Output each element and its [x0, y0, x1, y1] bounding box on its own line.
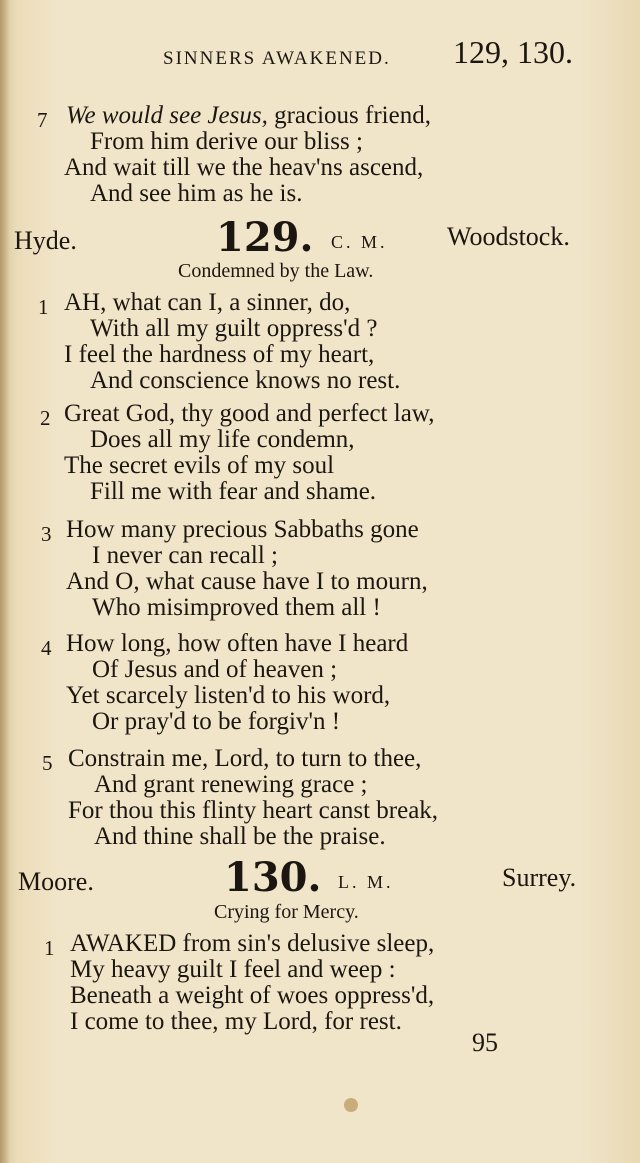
- verse-line: How long, how often have I heard: [66, 630, 409, 657]
- tune-name-right: Surrey.: [502, 863, 577, 892]
- verse-line: And thine shall be the praise.: [94, 823, 386, 850]
- verse-line: The secret evils of my soul: [64, 452, 335, 479]
- verse-line: Beneath a weight of woes oppress'd,: [70, 982, 435, 1009]
- running-header-numbers: 129, 130.: [453, 34, 573, 70]
- verse-line: And O, what cause have I to mourn,: [66, 568, 428, 595]
- verse-line: Does all my life condemn,: [90, 426, 355, 453]
- tune-name-right: Woodstock.: [447, 222, 570, 251]
- hymn-subtitle: Condemned by the Law.: [178, 260, 374, 282]
- hymn-meter: C. M.: [331, 232, 388, 252]
- verse-line: I come to thee, my Lord, for rest.: [70, 1008, 402, 1035]
- verse-line: And wait till we the heav'ns ascend,: [64, 154, 424, 181]
- page-number: 95: [472, 1028, 498, 1057]
- verse-line: How many precious Sabbaths gone: [66, 516, 419, 543]
- running-header-title: SINNERS AWAKENED.: [163, 48, 391, 69]
- verse-line: AH, what can I, a sinner, do,: [64, 289, 351, 316]
- verse-line: And grant renewing grace ;: [94, 771, 368, 798]
- verse-number: 4: [41, 636, 52, 660]
- verse-number: 1: [44, 936, 55, 960]
- verse-line: Constrain me, Lord, to turn to thee,: [68, 745, 422, 772]
- verse-line: Or pray'd to be forgiv'n !: [92, 708, 341, 735]
- ink-smudge: [344, 1098, 358, 1112]
- verse-line: [66, 102, 431, 130]
- verse-number: 2: [40, 406, 51, 430]
- verse-line: Great God, thy good and perfect law,: [64, 400, 435, 427]
- verse-line: I never can recall ;: [92, 542, 278, 569]
- verse-line: Fill me with fear and shame.: [90, 478, 377, 505]
- verse-number: 1: [38, 295, 49, 319]
- verse-line: For thou this flinty heart canst break,: [68, 797, 439, 824]
- verse-line: Who misimproved them all !: [92, 594, 381, 621]
- verse-line: And conscience knows no rest.: [90, 367, 401, 394]
- tune-name-left: Moore.: [18, 867, 94, 896]
- verse-number: 5: [42, 751, 53, 775]
- verse-line: My heavy guilt I feel and weep :: [70, 956, 396, 983]
- hymn-number: 130.: [224, 854, 322, 901]
- verse-line-rest: gracious friend,: [267, 102, 431, 129]
- verse-number: 3: [41, 522, 52, 546]
- verse-line: With all my guilt oppress'd ?: [90, 315, 378, 342]
- verse-line: AWAKED from sin's delusive sleep,: [70, 930, 435, 957]
- verse-line: And see him as he is.: [90, 180, 303, 207]
- hymn-meter: L. M.: [338, 872, 394, 892]
- hymn-number: 129.: [216, 214, 314, 261]
- verse-line: Of Jesus and of heaven ;: [92, 656, 338, 683]
- verse-line-italic: We would see Jesus,: [66, 102, 268, 129]
- verse-line: Yet scarcely listen'd to his word,: [66, 682, 391, 709]
- page-gutter-shadow: [0, 0, 10, 1163]
- tune-name-left: Hyde.: [14, 226, 77, 255]
- verse-number: 7: [37, 108, 48, 132]
- verse-line: I feel the hardness of my heart,: [64, 341, 375, 368]
- hymn-subtitle: Crying for Mercy.: [214, 901, 359, 923]
- verse-line: From him derive our bliss ;: [90, 128, 363, 155]
